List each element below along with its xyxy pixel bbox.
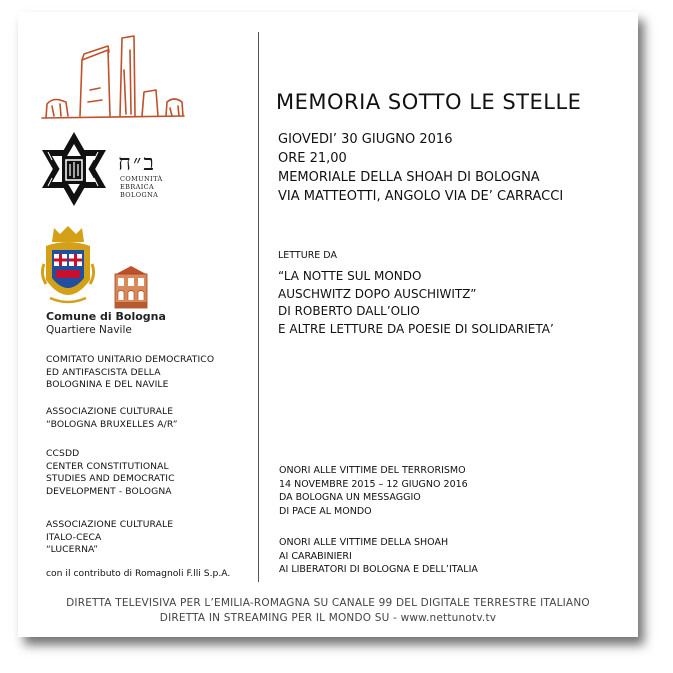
comunita-ebraica-caption (120, 175, 163, 199)
association-block-lucerna (46, 519, 173, 557)
shoah-tribute (279, 536, 478, 577)
readings-line: “LA NOTTE SUL MONDO (278, 269, 422, 283)
caption-line: COMUNITÀ (120, 175, 163, 183)
caption-line: EBRAICA (120, 183, 155, 191)
association-line: COMITATO UNITARIO DEMOCRATICO (46, 354, 215, 365)
association-block-bologna-bruxelles (46, 406, 178, 431)
association-line: ASSOCIAZIONE CULTURALE (46, 406, 174, 417)
association-line: DEVELOPMENT - BOLOGNA (46, 485, 172, 497)
tribute-line: ONORI ALLE VITTIME DELLA SHOAH (279, 537, 449, 548)
association-block-ccsdd (46, 448, 175, 498)
bologna-crest-icon (40, 224, 96, 310)
broadcast-footer (18, 596, 638, 626)
terrorism-tribute (279, 464, 468, 518)
star-of-david-icon (38, 130, 110, 208)
readings-line: DI ROBERTO DALL’OLIO (278, 304, 420, 318)
association-line: CENTER CONSTITUTIONAL (46, 460, 169, 472)
contribution-note: con il contributo di Romagnoli F.lli S.p.A. (46, 568, 231, 579)
association-line: CCSDD (46, 448, 80, 459)
readings-label: LETTURE DA (278, 250, 337, 261)
memorial-sketch-icon (38, 30, 188, 122)
association-line: “BOLOGNA BRUXELLES A/R” (46, 418, 178, 430)
tribute-line: AI CARABINIERI (279, 550, 352, 562)
association-line: ASSOCIAZIONE CULTURALE (46, 519, 174, 530)
hebrew-logo-text: ב״ח (118, 151, 156, 176)
association-block-comitato (46, 354, 214, 392)
readings-list (278, 268, 554, 338)
tribute-line: AI LIBERATORI DI BOLOGNA E DELL’ITALIA (279, 564, 478, 575)
event-title: MEMORIA SOTTO LE STELLE (276, 90, 582, 114)
association-line: BOLOGNINA E DEL NAVILE (46, 379, 169, 391)
readings-line: E ALTRE LETTURE DA POESIE DI SOLIDARIETA’ (278, 321, 554, 336)
tribute-line: DA BOLOGNA UN MESSAGGIO (279, 492, 421, 503)
association-line: ED ANTIFASCISTA DELLA (46, 366, 161, 378)
quartiere-navile-label: Quartiere Navile (46, 324, 132, 336)
event-venue: MEMORIALE DELLA SHOAH DI BOLOGNA (278, 170, 540, 185)
association-line: STUDIES AND DEMOCRATIC (46, 473, 175, 485)
association-line: ITALO-CECA (46, 531, 102, 543)
event-date: GIOVEDI’ 30 GIUGNO 2016 (278, 132, 453, 147)
quartiere-building-icon (112, 264, 150, 310)
tribute-line: ONORI ALLE VITTIME DEL TERRORISMO (279, 465, 466, 476)
event-time: ORE 21,00 (278, 151, 347, 166)
readings-line: AUSCHWITZ DOPO AUSCHIWITZ” (278, 286, 477, 301)
comune-di-bologna-label: Comune di Bologna (46, 310, 166, 323)
association-line: “LUCERNA” (46, 544, 99, 556)
vertical-divider (258, 32, 259, 582)
tv-broadcast-line: DIRETTA TELEVISIVA PER L’EMILIA-ROMAGNA SU CANALE 99 DEL DIGITALE TERRESTRE ITALIANO (66, 597, 590, 609)
streaming-line: DIRETTA IN STREAMING PER IL MONDO SU - www.nettunotv.tv (159, 612, 497, 624)
tribute-line: 14 NOVEMBRE 2015 – 12 GIUGNO 2016 (279, 478, 468, 490)
caption-line: BOLOGNA (120, 191, 159, 199)
event-address: VIA MATTEOTTI, ANGOLO VIA DE’ CARRACCI (278, 189, 564, 204)
event-details (278, 130, 563, 206)
poster-card (18, 12, 638, 637)
tribute-line: DI PACE AL MONDO (279, 505, 372, 517)
